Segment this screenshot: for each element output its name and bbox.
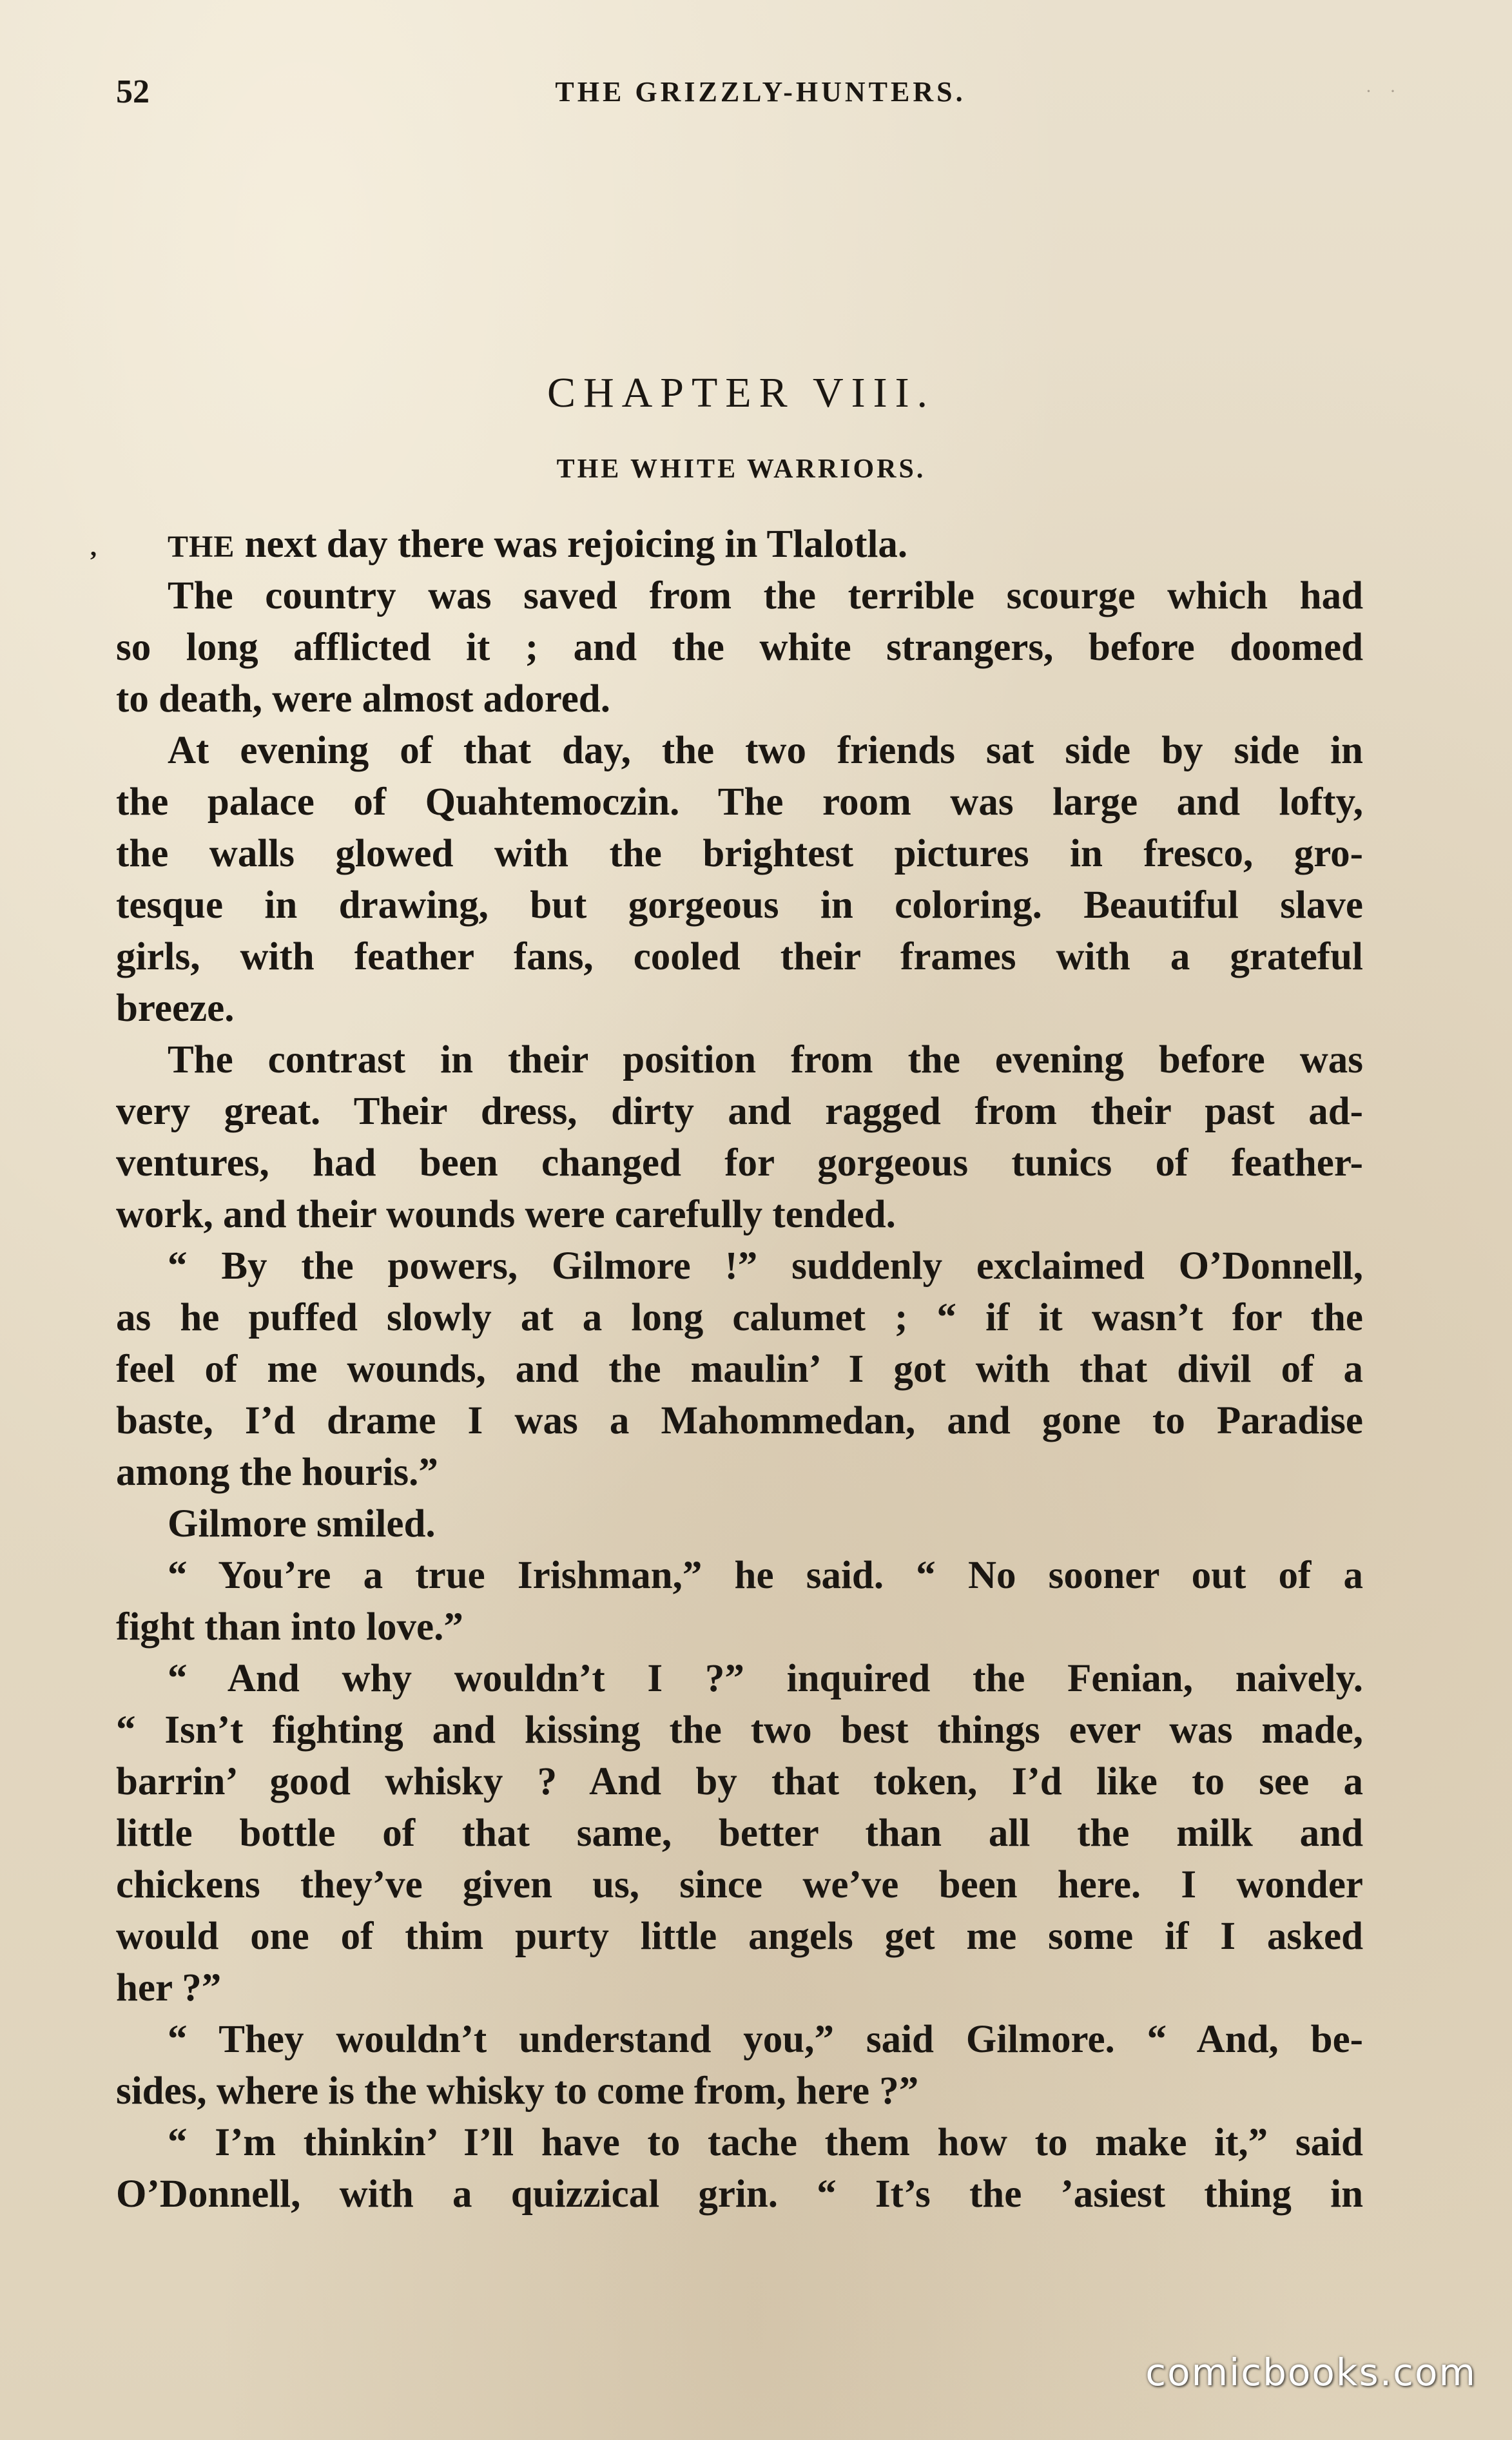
running-head	[116, 70, 1366, 115]
text-line	[116, 2169, 1363, 2220]
text-line-content: breeze.	[116, 987, 235, 1030]
text-line-content: little bottle of that same, better than all the milk and	[116, 1812, 1363, 1855]
text-line-content: would one of thim purty little angels get me some if I asked	[116, 1915, 1363, 1958]
text-line-content: O’Donnell, with a quizzical grin. “ It’s the ’asiest thing in	[116, 2173, 1363, 2216]
text-line	[116, 1550, 1363, 1602]
margin-mark: ,	[90, 532, 97, 561]
text-line-content: tesque in drawing, but gorgeous in coloring. Beautiful slave	[116, 884, 1363, 927]
text-line-content: barrin’ good whisky ? And by that token, I’d like to see a	[116, 1760, 1363, 1803]
text-line-content: the walls glowed with the brightest pictures in fresco, gro-	[116, 832, 1363, 875]
text-line	[116, 2066, 1363, 2117]
text-line	[116, 1808, 1363, 1859]
text-line	[116, 1859, 1363, 1911]
text-line-content: “ And why wouldn’t I ?” inquired the Fenian, naively.	[168, 1657, 1363, 1700]
page-number: 52	[116, 73, 150, 110]
text-line	[116, 673, 1363, 725]
text-line-content: among the houris.”	[116, 1451, 438, 1494]
text-line	[116, 725, 1363, 777]
text-line-content: as he puffed slowly at a long calumet ; “ if it wasn’t for the	[116, 1296, 1363, 1339]
text-line-content: feel of me wounds, and the maulin’ I got with that divil of a	[116, 1348, 1363, 1391]
text-line-content: fight than into love.”	[116, 1605, 463, 1649]
text-line	[116, 931, 1363, 983]
text-line-content: to death, were almost adored.	[116, 677, 610, 721]
text-line	[116, 1602, 1363, 1653]
text-line-content: The country was saved from the terrible scourge which had	[168, 574, 1363, 617]
text-line	[116, 1911, 1363, 1962]
chapter-title: CHAPTER VIII.	[547, 369, 936, 416]
text-line-content: “ By the powers, Gilmore !” suddenly exclaimed O’Donnell,	[168, 1244, 1363, 1288]
text-line-content: ventures, had been changed for gorgeous tunics of feather-	[116, 1141, 1363, 1185]
text-line	[116, 1241, 1363, 1292]
text-line-content: the palace of Quahtemoczin. The room was large and lofty,	[116, 780, 1363, 824]
text-line	[116, 1189, 1363, 1241]
text-line	[116, 1756, 1363, 1808]
text-line-content: Gilmore smiled.	[168, 1502, 436, 1545]
text-line	[116, 1344, 1363, 1395]
text-line	[116, 570, 1363, 622]
text-line	[116, 983, 1363, 1034]
text-line	[116, 2117, 1363, 2169]
watermark: comicbooks.com	[1145, 2350, 1477, 2394]
chapter-subtitle: THE WHITE WARRIORS.	[556, 454, 926, 484]
text-line	[116, 1447, 1363, 1498]
text-line-content: so long afflicted it ; and the white strangers, before doomed	[116, 626, 1363, 669]
text-line-content: “ Isn’t fighting and kissing the two best things ever was made,	[116, 1709, 1363, 1752]
text-line	[116, 880, 1363, 931]
text-line	[116, 1498, 1363, 1550]
text-line	[116, 622, 1363, 673]
body-text	[116, 519, 1363, 2220]
text-line	[116, 1962, 1363, 2014]
text-line-content: The contrast in their position from the evening before was	[168, 1038, 1363, 1081]
text-line	[116, 1705, 1363, 1756]
text-line	[116, 1653, 1363, 1705]
text-line	[116, 519, 1363, 570]
page-blemish: · ·	[1365, 81, 1402, 102]
text-line-content: “ They wouldn’t understand you,” said Gilmore. “ And, be-	[168, 2018, 1363, 2061]
text-line-content: At evening of that day, the two friends sat side by side in	[168, 729, 1363, 772]
text-line-content: very great. Their dress, dirty and ragged from their past ad-	[116, 1090, 1363, 1133]
text-line-content: sides, where is the whisky to come from, here ?”	[116, 2069, 919, 2113]
text-line-content: “ I’m thinkin’ I’ll have to tache them how to make it,” said	[168, 2121, 1363, 2164]
text-line	[116, 1086, 1363, 1138]
text-line-content: baste, I’d drame I was a Mahommedan, and gone to Paradise	[116, 1399, 1363, 1442]
text-line	[116, 1034, 1363, 1086]
text-line-content: her ?”	[116, 1966, 222, 2009]
running-title: THE GRIZZLY-HUNTERS.	[555, 76, 966, 108]
text-line-content: girls, with feather fans, cooled their frames with a grateful	[116, 935, 1363, 978]
text-line-content: work, and their wounds were carefully tended.	[116, 1193, 896, 1236]
text-line-content: chickens they’ve given us, since we’ve been here. I wonder	[116, 1863, 1363, 1906]
text-line	[116, 777, 1363, 828]
text-line	[116, 828, 1363, 880]
text-line	[116, 2014, 1363, 2066]
text-line-content: next day there was rejoicing in Tlalotla.	[244, 523, 908, 566]
text-line	[116, 1395, 1363, 1447]
drop-lead-word: THE	[168, 530, 235, 564]
text-line	[116, 1292, 1363, 1344]
text-line-content: “ You’re a true Irishman,” he said. “ No sooner out of a	[168, 1554, 1363, 1597]
text-line	[116, 1138, 1363, 1189]
